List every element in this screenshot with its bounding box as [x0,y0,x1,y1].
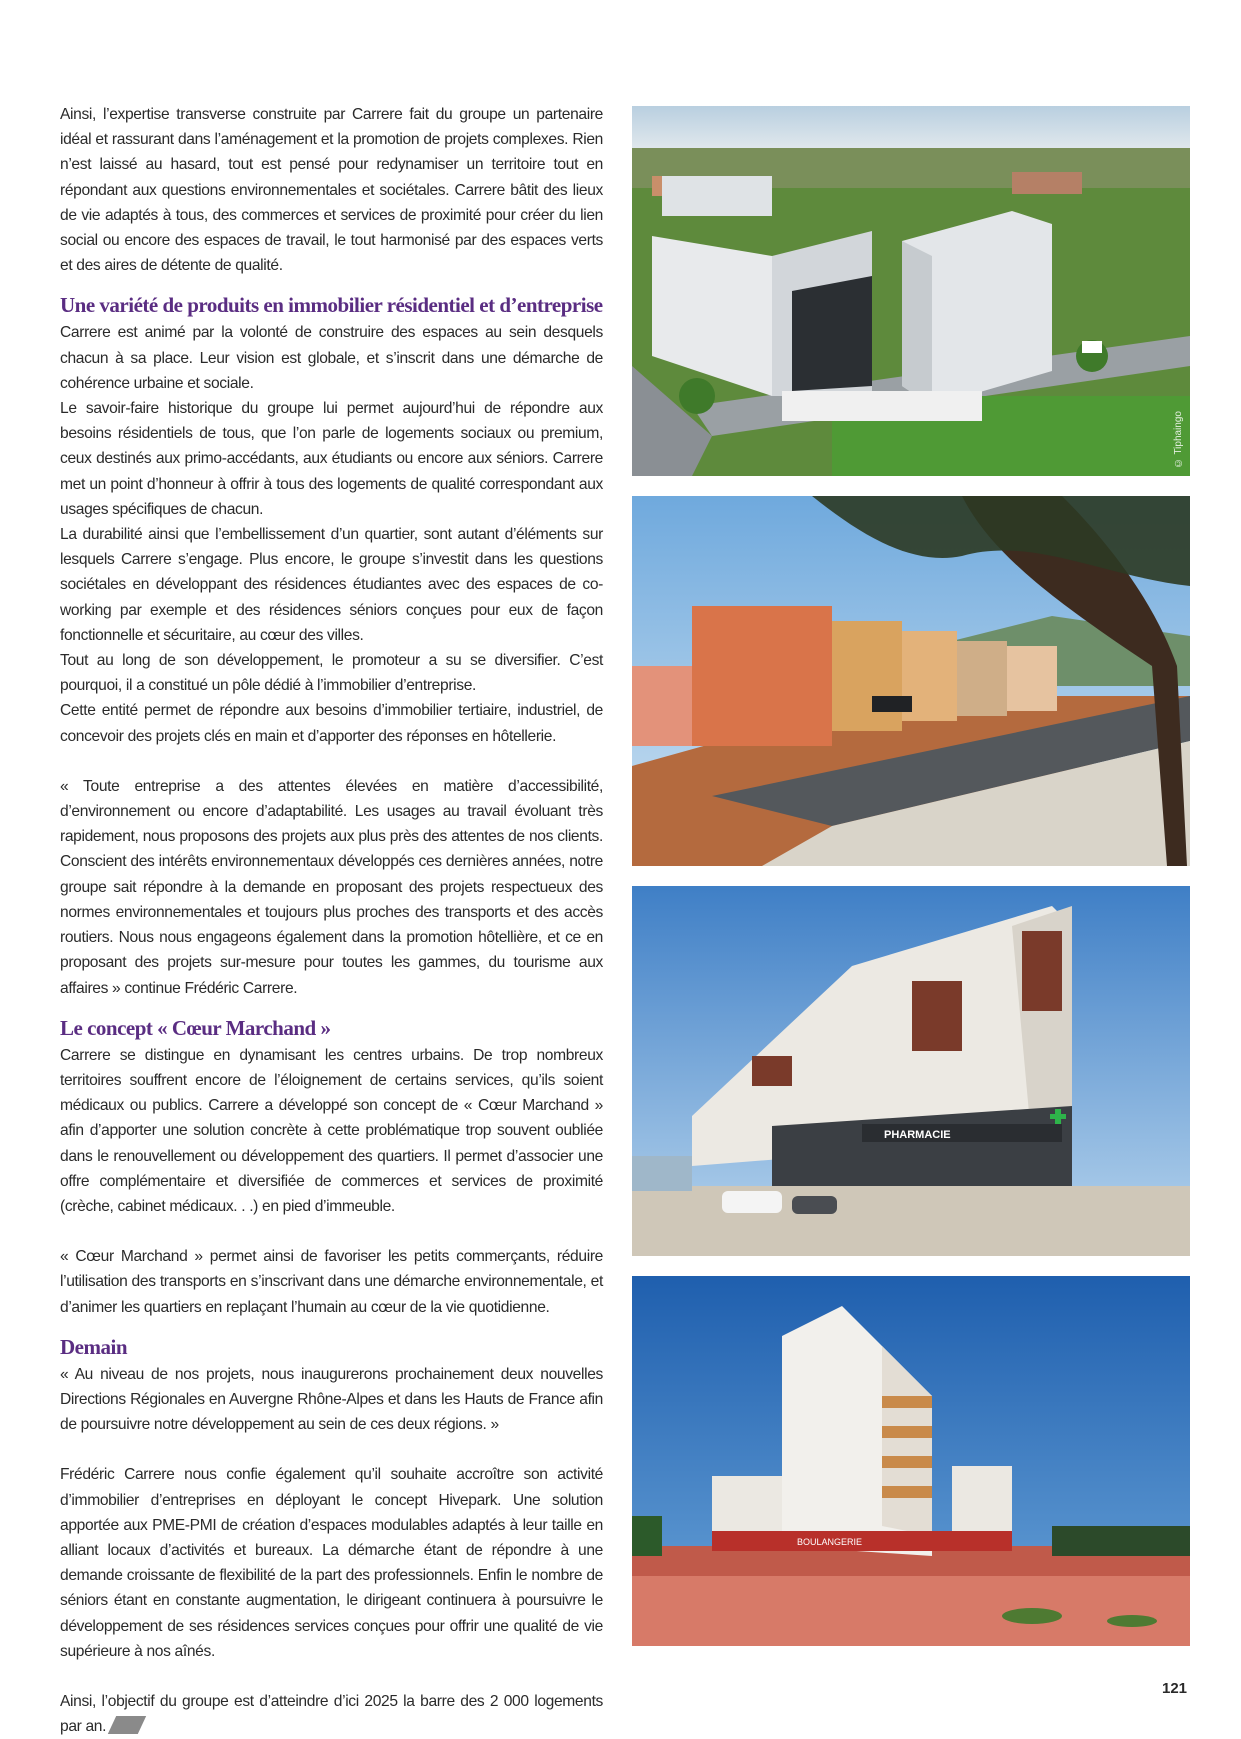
closing-paragraph [60,1689,603,1739]
page-number: 121 [1162,1680,1188,1697]
section-heading-products: Une variété de produits en immobilier résidentiel et d’entreprise [60,293,603,318]
paragraph: La durabilité ainsi que l’embellissement d’un quartier, sont autant d’éléments sur lesquels Carrere s’engage. Plus encore, le groupe s’investit dans les questions sociétales en développant des résidences étudiantes avec des espaces de co-working par exemple et des résidences séniors conçues pour eux de façon fonctionnelle et sécuritaire, au cœur des villes. [60,526,603,644]
paragraph: Carrere se distingue en dynamisant les centres urbains. De trop nombreux territoires souffrent encore de l’éloignement de certains services, qu’ils soient médicaux ou publics. Carrere a développé son concept de « Cœur Marchand » afin d’apporter une solution concrète à cette problématique trop souvent oubliée dans le renouvellement ou développement des quartiers. Il permet d’associer une offre complémentaire et diversifiée de commerces et services de proximité (crèche, cabinet médicaux. . .) en pied d’immeuble. [60,1046,603,1215]
paragraph: Tout au long de son développement, le promoteur a su se diversifier. C’est pourquoi, il a constitué un pôle dédié à l’immobilier d’entreprise. [60,652,603,695]
paragraph: Carrere est animé par la volonté de construire des espaces au sein desquels chacun à sa place. Leur vision est globale, et s’inscrit dans une démarche de cohérence urbaine et sociale. [60,324,603,392]
pharmacy-sign-text: PHARMACIE [884,1129,951,1141]
paragraph: Le savoir-faire historique du groupe lui permet aujourd’hui de répondre aux besoins résidentiels de tous, que l’on parle de logements sociaux ou premium, ceux destinés aux primo-accédants, aux étudiants ou encore aux séniors. Carrere met un point d’honneur à offrir à tous des logements de qualité correspondant aux usages spécifiques de chacun. [60,400,603,518]
article-column [60,102,603,1739]
paragraph: Frédéric Carrere nous confie également qu’il souhaite accroître son activité d’immobilier d’entreprises en déployant le concept Hivepark. Une solution apportée aux PME-PMI de création d’espaces modulables adaptés à leur taille en alliant locaux d’activités et bureaux. La démarche étant de répondre à une demande croissante de flexibilité de la part des professionnels. Enfin le nombre de séniors étant en constante augmentation, le dirigeant continuera à poursuivre le développement de ses résidences services conçues pour offrir une qualité de vie supérieure à nos aînés. [60,1466,603,1660]
closing-text: Ainsi, l’objectif du groupe est d’atteindre d’ici 2025 la barre des 2 000 logements par an. [60,1692,603,1736]
quote-paragraph: « Toute entreprise a des attentes élevées en matière d’accessibilité, d’environnement ou encore d’adaptabilité. Les usages au travail évoluant très rapidement, nous proposons des projets aux plus près des attentes de nos clients. Conscient des intérêts environnementaux développés ces dernières années, notre groupe sait répondre à la demande en proposant des projets respectueux des normes environnementales et toujours plus proches des transports et des accès routiers. Nous nous engageons également dans la promotion hôtellière, et ce en proposant des projets sur-mesure pour toutes les gammes, du tourisme aux affaires » continue Frédéric Carrere. [60,777,603,997]
quote-paragraph: « Au niveau de nos projets, nous inaugurerons prochainement deux nouvelles Directions Régionales en Auvergne Rhône-Alpes et dans les Hauts de France afin de poursuivre notre développement au sein de ces deux régions. » [60,1365,603,1434]
intro-paragraph: Ainsi, l’expertise transverse construite par Carrere fait du groupe un partenaire idéal et rassurant dans l’aménagement et la promotion de projets complexes. Rien n’est laissé au hasard, tout est pensé pour redynamiser un territoire tout en répondant aux questions environnementales et sociétales. Carrere bâtit des lieux de vie adaptés à tous, des commerces et services de proximité pour créer du lien social ou encore des espaces de travail, le tout harmonisé par des espaces verts et des aires de détente de qualité. [60,106,603,275]
paragraph: « Cœur Marchand » permet ainsi de favoriser les petits commerçants, réduire l’utilisation des transports en s’inscrivant dans une démarche environnementale, et d’animer les quartiers en replaçant l’humain au cœur de la vie quotidienne. [60,1248,603,1316]
section-heading-demain: Demain [60,1334,127,1359]
section-heading-coeur-marchand: Le concept « Cœur Marchand » [60,1015,331,1040]
photo-residential-houses [632,496,1190,866]
shop-sign-text: BOULANGERIE [797,1537,863,1547]
paragraph: Cette entité permet de répondre aux besoins d’immobilier tertiaire, industriel, de concevoir des projets clés en main et d’apporter des réponses en hôtellerie. [60,702,603,745]
photo-credit: © Tiphaingo [1173,410,1184,468]
photo-residential-tower [632,1276,1190,1646]
photo-pharmacy-building [632,886,1190,1256]
photo-aerial-office-buildings [632,106,1190,476]
end-mark-icon [108,1716,146,1734]
